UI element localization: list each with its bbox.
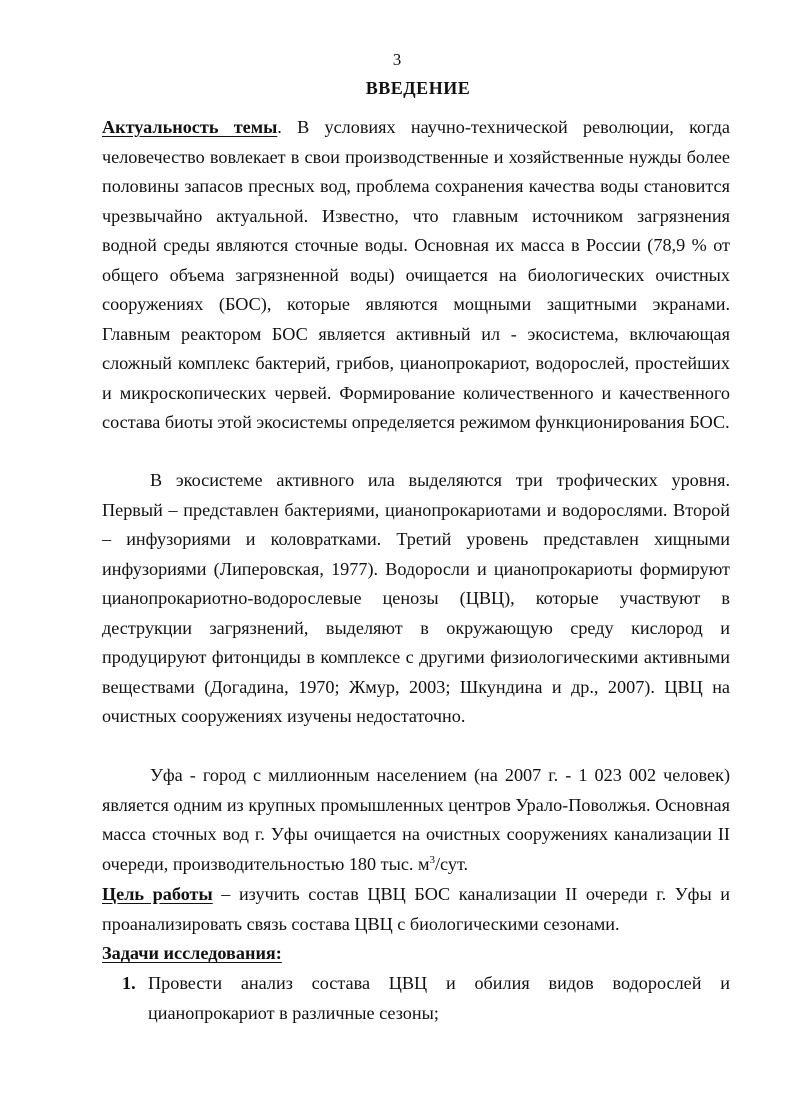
relevance-label: Актуальность темы bbox=[102, 117, 278, 137]
section-heading: ВВЕДЕНИЕ bbox=[365, 78, 471, 98]
goal-label: Цель работы bbox=[102, 884, 213, 904]
task-text: Провести анализ состава ЦВЦ и обилия видов водорослей и цианопрокариот в различные сезоны; bbox=[148, 973, 730, 1023]
relevance-paragraph bbox=[102, 113, 730, 438]
ufa-paragraph bbox=[102, 761, 730, 879]
task-item bbox=[102, 969, 730, 1028]
page-number: 3 bbox=[392, 50, 402, 69]
relevance-text: . В условиях научно-технической революции, когда человечество вовлекает в свои производственные и хозяйственные нужды более половины запасов пресных вод, проблема сохранения качества воды становится чрезвычайно актуальной. Известно, что главным источником загрязнения водной среды являются сточные воды. Основная их масса в России (78,9 % от общего объема загрязненной воды) очищается на биологических очистных сооружениях (БОС), которые являются мощными защитными экранами. Главным реактором БОС является активный ил - экосистема, включающая сложный комплекс бактерий, грибов, цианопрокариот, водорослей, простейших и микроскопических червей. Формирование количественного и качественного состава биоты этой экосистемы определяется режимом функционирования БОС. bbox=[102, 117, 731, 432]
task-number: 1. bbox=[122, 973, 136, 993]
cubic-superscript: 3 bbox=[429, 853, 435, 866]
goal-text: – изучить состав ЦВЦ БОС канализации II очереди г. Уфы и проанализировать связь состава ЦВЦ с биологическими сезонами. bbox=[102, 884, 730, 934]
trophic-levels-paragraph: В экосистеме активного ила выделяются три трофических уровня. Первый – представлен бактериями, цианопрокариотами и водорослями. Второй – инфузориями и коловратками. Третий уровень представлен хищными инфузориями (Липеровская, 1977). Водоросли и цианопрокариоты формируют цианопрокариотно-водорослевые ценозы (ЦВЦ), которые участвуют в деструкции загрязнений, выделяют в окружающую среду кислород и продуцируют фитонциды в комплексе с другими физиологическими активными веществами (Догадина, 1970; Жмур, 2003; Шкундина и др., 2007). ЦВЦ на очистных сооружениях изучены недостаточно. bbox=[102, 470, 730, 726]
ufa-text-tail: /сут. bbox=[435, 853, 469, 874]
ufa-text: Уфа - город с миллионным населением (на 2007 г. - 1 023 002 человек) является одним из крупных промышленных центров Урало-Поволжья. Основная масса сточных вод г. Уфы очищается на очистных сооружениях канализации II очереди, производительностью 180 тыс. м bbox=[102, 765, 730, 874]
tasks-heading: Задачи исследования: bbox=[102, 943, 282, 963]
goal-paragraph bbox=[102, 880, 730, 939]
